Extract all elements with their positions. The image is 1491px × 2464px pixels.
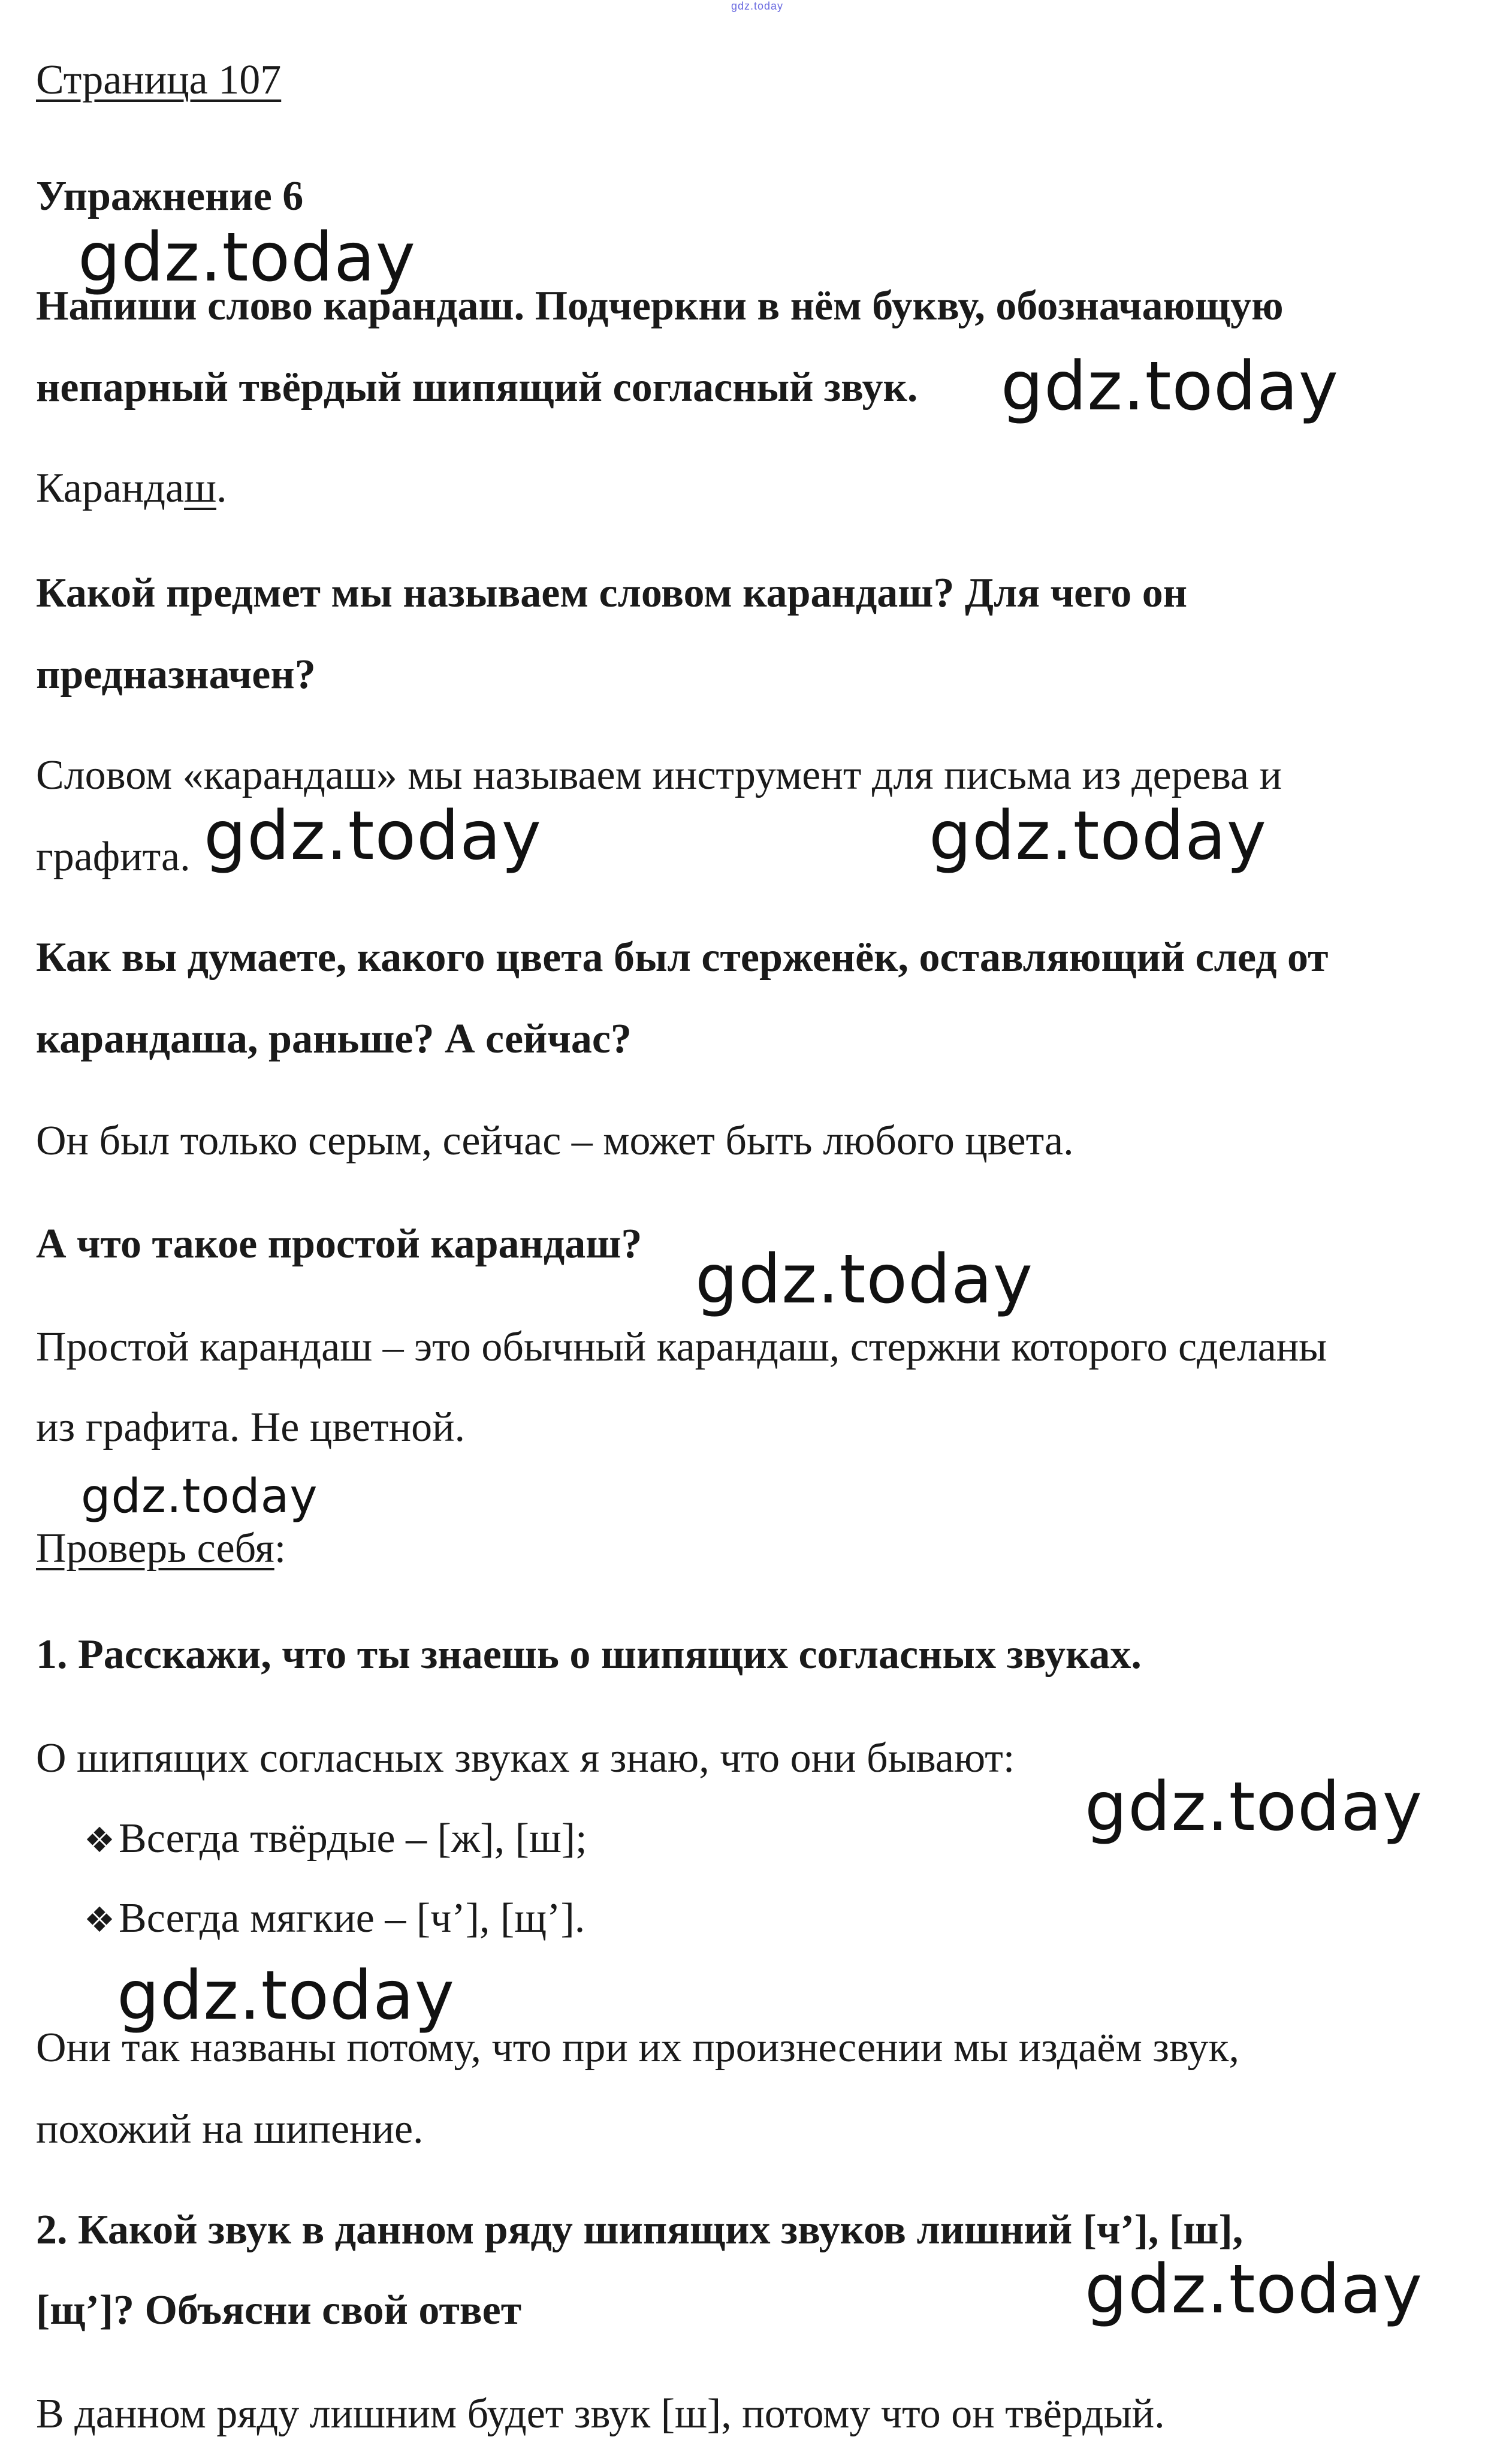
answer3: Он был только серым, сейчас – может быть любого цвета. (36, 1118, 1074, 1164)
task3-line2: карандаша, раньше? А сейчас? (36, 1016, 632, 1062)
task2-line2: предназначен? (36, 652, 316, 698)
diamond-bullet-icon: ❖ (84, 1899, 115, 1940)
watermark-logo: gdz.today (78, 219, 416, 297)
exercise-title: Упражнение 6 (36, 173, 304, 219)
header-watermark: gdz.today (731, 0, 784, 12)
answer1 (36, 448, 1462, 529)
watermark-logo: gdz.today (81, 1470, 318, 1524)
watermark-logo: gdz.today (695, 1241, 1034, 1319)
bullet-text: Всегда твёрдые – [ж], [ш]; (119, 1815, 587, 1862)
check-yourself-colon: : (274, 1525, 286, 1572)
answer1-prefix: Каранда (36, 465, 185, 511)
answer2-line2: графита. (36, 834, 191, 880)
question2-line2: [щ’]? Объясни свой ответ (36, 2287, 522, 2333)
task1-line1: Напиши слово карандаш. Подчеркни в нём букву, обозначающую (36, 283, 1284, 329)
answer-q1-intro: О шипящих согласных звуках я знаю, что они бывают: (36, 1735, 1015, 1781)
answer2-line1: Словом «карандаш» мы называем инструмент для письма из дерева и (36, 752, 1282, 798)
answer-q2: В данном ряду лишним будет звук [ш], потому что он твёрдый. (36, 2391, 1165, 2437)
list-item (84, 1798, 587, 1881)
watermark-logo: gdz.today (1085, 1768, 1423, 1846)
task1-line2: непарный твёрдый шипящий согласный звук. (36, 364, 918, 411)
watermark-logo: gdz.today (204, 797, 542, 875)
question2-line1: 2. Какой звук в данном ряду шипящих звуков лишний [ч’], [ш], (36, 2207, 1243, 2253)
answer-q1-outro-line2: похожий на шипение. (36, 2106, 424, 2152)
list-item (84, 1878, 585, 1961)
watermark-logo: gdz.today (1001, 348, 1339, 426)
watermark-logo: gdz.today (117, 1957, 455, 2035)
answer1-suffix: . (216, 465, 227, 511)
bullet-text: Всегда мягкие – [ч’], [щ’]. (119, 1895, 585, 1941)
watermark-logo: gdz.today (929, 797, 1267, 875)
task3-line1: Как вы думаете, какого цвета был стерженёк, оставляющий след от (36, 934, 1329, 981)
answer4-line2: из графита. Не цветной. (36, 1404, 466, 1450)
page-title: Страница 107 (36, 57, 282, 103)
task4: А что такое простой карандаш? (36, 1221, 642, 1267)
answer4-line1: Простой карандаш – это обычный карандаш, стержни которого сделаны (36, 1324, 1327, 1370)
answer-q1-outro-line1: Они так названы потому, что при их произнесении мы издаём звук, (36, 2025, 1240, 2071)
answer1-underlined-letter: ш (184, 465, 216, 511)
question1: 1. Расскажи, что ты знаешь о шипящих согласных звуках. (36, 1631, 1142, 1678)
watermark-logo: gdz.today (1085, 2251, 1423, 2329)
check-yourself-title: Проверь себя (36, 1525, 274, 1572)
task2-line1: Какой предмет мы называем словом карандаш? Для чего он (36, 570, 1188, 616)
diamond-bullet-icon: ❖ (84, 1820, 115, 1860)
